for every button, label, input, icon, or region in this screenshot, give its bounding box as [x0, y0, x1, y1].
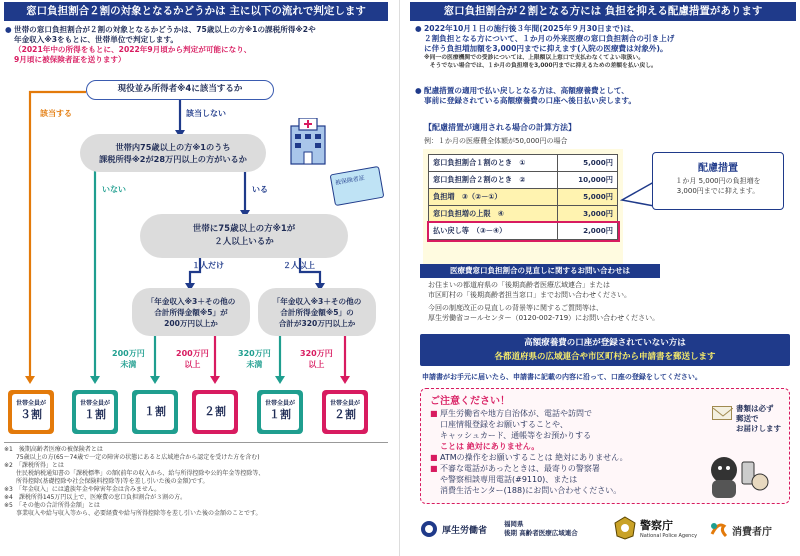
q2-line-2: 課税所得※2が28万円以上の方がいるか [99, 154, 247, 164]
calc-label: 払い戻し等 （③－④） [429, 223, 558, 240]
branch-200-over [176, 348, 209, 370]
branch-320-over [300, 348, 333, 370]
branch-200-under [112, 348, 145, 370]
result-value: １割 [136, 394, 174, 430]
result-label: 世帯全員が [329, 400, 360, 407]
npa-name-en: National Police Agency [640, 533, 698, 539]
branch-200-over-amount: 200万円 [176, 349, 209, 358]
left-bullet-note-2: 9月頃に被保険者証を送ります） [14, 55, 126, 64]
q3-line-1: 世帯に75歳以上の方※1が [192, 224, 296, 234]
q4a-line-3: 200万円以上か [164, 319, 218, 328]
contact-bar: 医療費窓口負担割合の見直しに関するお問い合わせは [420, 264, 660, 278]
caution3-line: 消費生活センター(188)にお問い合わせください。 [440, 486, 622, 495]
calc-label: 負担増 ③（②－①） [429, 189, 558, 206]
contact-line: 市区町村の「後期高齢者担当窓口」までお問い合わせください。 [428, 290, 631, 299]
right-bullet1-small: そうでない場合では、１か月の負担増を3,000円までに抑えるための差額を払い戻し。 [424, 63, 657, 69]
contact-line: 今回の制度改正の見直しの背景等に関するご質問等は、 [428, 304, 603, 312]
branch-200-under-amount: 200万円 [112, 349, 145, 358]
calc-row [429, 172, 618, 189]
result-label: 世帯全員が [79, 400, 110, 407]
caution-item-1 [430, 408, 690, 452]
q4b-line-3: 合計が320万円以上か [278, 319, 356, 328]
question-genekinami: 現役並み所得者※4に該当するか [86, 80, 274, 100]
footnote-line: ※1 後期高齢者医療の被保険者とは [4, 446, 103, 453]
left-header: 窓口負担割合２割の対象となるかどうかは 主に以下の流れで判定します [4, 2, 388, 21]
label-q3-two: ２人以上 [283, 261, 315, 270]
callout-line: １か月 5,000円の負担増を [675, 177, 761, 185]
result-label: 世帯全員が [15, 400, 46, 407]
caution-item-3 [430, 463, 690, 496]
branch-320-over-qualifier: 以上 [308, 360, 325, 369]
arrow-q1-yes [30, 92, 86, 378]
logo-caa [708, 520, 772, 540]
caution1-line: 厚生労働省や地方自治体が、電話や訪問で [440, 409, 592, 418]
caution2-line: ATMの操作をお願いすることは 絶対にありません。 [440, 453, 628, 462]
question-pension-200 [132, 288, 250, 336]
question-pension-320 [258, 288, 376, 336]
contact-line: 厚生労働省コールセンター（0120-002-719）にお問い合わせください。 [428, 313, 660, 322]
caa-logo-icon [708, 520, 728, 540]
result-1-wari-household [72, 390, 118, 434]
calc-value: 3,000円 [558, 206, 618, 223]
right-bullet2-line: 配慮措置の適用で払い戻しとなる方は、高額療養費として、 [424, 86, 629, 95]
left-bullet-line-2: 年金収入※3をもとに、世帯単位で判定します。 [14, 35, 178, 44]
contact-line: お住まいの都道府県の「後期高齢者医療広域連合」または [428, 281, 610, 289]
branch-320-under-amount: 320万円 [238, 349, 271, 358]
caution3-line: 不審な電話があったときは、最寄りの警察署 [440, 464, 600, 473]
right-bullet1-small: ※同一の医療機関での受診については、上限額以上窓口で支払わなくてよい取扱い。 [424, 55, 645, 61]
result-2-wari-household [322, 390, 368, 434]
caution-item-2 [430, 452, 690, 463]
label-q3-one: １人だけ [192, 261, 224, 270]
q4b-line-1: 「年金収入※3＋その他の [272, 297, 362, 306]
left-bullet-line-1: 世帯の窓口負担割合が２割の対象となるかどうかは、75歳以上の方※1の課税所得※2や [14, 25, 316, 34]
square-bullet-icon: ■ [430, 453, 438, 462]
fukuoka-line: 福岡県 [504, 520, 524, 528]
callout-box [652, 152, 784, 210]
footnote-line: ※5 「その他の合計所得金額」とは [4, 502, 100, 509]
right-bullet-1 [415, 24, 794, 70]
label-q1-no: 該当しない [186, 109, 226, 118]
q3-line-2: ２人以上いるか [214, 237, 274, 247]
branch-200-under-qualifier: 未満 [120, 360, 137, 369]
calc-label: 窓口負担増の上限 ④ [429, 206, 558, 223]
account-bar-line: 各都道府県の広域連合や市区町村から申請書を郵送します [494, 352, 716, 362]
npa-name: 警察庁 [640, 519, 673, 532]
result-value: ２割 [334, 408, 356, 421]
mail-note-line: お届けします [736, 424, 781, 433]
q4a-line-2: 合計所得金額※5」が [154, 308, 228, 317]
calc-value: 10,000円 [558, 172, 618, 189]
branch-320-over-amount: 320万円 [300, 349, 333, 358]
q4a-line-1: 「年金収入※3＋その他の [146, 297, 236, 306]
q2-line-1: 世帯内75歳以上の方※1のうち [115, 142, 231, 152]
account-bar [420, 334, 790, 366]
result-1-wari [132, 390, 178, 434]
footnote-line: 所得控除(基礎控除や社会保険料控除等)等を差し引いた後の金額)です。 [4, 478, 209, 485]
insurance-card-label: 被保険者証 [334, 174, 366, 187]
calc-label: 窓口負担割合２割のとき ② [429, 172, 558, 189]
logo-npa [614, 516, 697, 540]
callout-title: 配慮措置 [698, 163, 738, 174]
caution1-line: キャッシュカード、通帳等をお預かりする [440, 431, 592, 440]
label-q1-yes: 該当する [40, 109, 72, 118]
caution3-line: や警察相談専用電話(#9110)、または [440, 475, 578, 484]
footnote-line: ※3 「年金収入」には遺族年金や障害年金は含みません。 [4, 486, 161, 493]
footnote-line: 事業収入や給与収入等から、必要経費や給与所得控除等を差し引いた後の金額のことです。 [4, 510, 262, 517]
right-bullet-2 [415, 86, 794, 106]
caution-title: ご注意ください！ [430, 396, 510, 407]
question-two-or-more [140, 214, 348, 258]
footnotes [4, 442, 388, 552]
right-bullet1-line: 2022年10月１日の施行後３年間(2025年９月30日まで)は、 [424, 24, 639, 33]
branch-200-over-qualifier: 以上 [184, 360, 201, 369]
result-2-wari [192, 390, 238, 434]
bullet-dot: ● [415, 86, 422, 95]
result-1-wari-household-2 [257, 390, 303, 434]
calc-row [429, 206, 618, 223]
caa-name: 消費者庁 [732, 526, 772, 538]
mail-note-line: 郵送で [736, 414, 759, 423]
caution1-line: ことは 絶対にありません。 [440, 442, 540, 451]
branch-320-under [238, 348, 271, 370]
footnote-line: 住民税納税通知書の「課税標準」の額(前年の収入から、給与所得控除や公的年金等控除等、 [4, 470, 265, 477]
calc-value: 2,000円 [558, 223, 618, 240]
caution-list [430, 408, 690, 496]
square-bullet-icon: ■ [430, 409, 438, 418]
calc-value: 5,000円 [558, 189, 618, 206]
result-value: ２割 [196, 394, 234, 430]
right-header: 窓口負担割合が２割となる方には 負担を抑える配慮措置があります [410, 2, 796, 21]
hospital-icon [285, 118, 331, 170]
result-label: 世帯全員が [264, 400, 295, 407]
mail-note-line: 書類は必ず [736, 404, 774, 413]
bullet-dot: ● [415, 24, 422, 33]
left-bullet-note-1: （2021年中の所得をもとに、2022年9月頃から判定が可能になり、 [14, 45, 252, 54]
calc-title: 【配慮措置が適用される場合の計算方法】 [424, 123, 576, 132]
right-bullet1-line: ２割負担となる方について、１か月の外来医療の窓口負担割合の引き上げ [424, 34, 675, 43]
logo-fukuoka [504, 520, 578, 538]
police-badge-icon [614, 516, 636, 540]
right-bullet1-line: に伴う負担増加額を3,000円までに抑えます(入院の医療費は対象外)。 [424, 44, 668, 53]
calc-value: 5,000円 [558, 155, 618, 172]
envelope-icon [712, 406, 732, 420]
result-value: １割 [84, 408, 106, 421]
logo-mhlw [420, 520, 487, 538]
account-note: 申請書がお手元に届いたら、申請書に記載の内容に沿って、口座の登録をしてください。 [422, 373, 702, 381]
callout-line: 3,000円までに抑えます。 [676, 187, 760, 195]
question-taxable-income [80, 134, 266, 172]
fukuoka-line: 後期 高齢者医療広域連合 [504, 529, 578, 537]
result-3-wari [8, 390, 54, 434]
square-bullet-icon: ■ [430, 464, 438, 473]
result-value: ３割 [20, 408, 42, 421]
q4b-line-2: 合計所得金額※5」の [280, 308, 354, 317]
contact-text [428, 281, 788, 323]
calc-row [429, 155, 618, 172]
calc-row [429, 189, 618, 206]
calc-example: 例：１か月の医療費全体額が50,000円の場合 [424, 137, 568, 145]
mhlw-name: 厚生労働省 [442, 525, 488, 536]
caution1-line: 口座情報登録をお願いすることや、 [440, 420, 568, 429]
branch-320-under-qualifier: 未満 [246, 360, 263, 369]
footnote-line: 75歳以上の方(65～74歳で一定の障害の状態にあると広域連合から認定を受けた方を含む) [4, 454, 260, 461]
footnote-line: ※4 課税所得145万円以上で、医療費の窓口負担割合が３割の方。 [4, 494, 187, 501]
calc-table [428, 154, 618, 240]
footnote-line: ※2 「課税所得」とは [4, 462, 64, 469]
panel-divider [399, 0, 400, 556]
label-q2-yes: いる [252, 185, 268, 194]
account-bar-line: 高額療養費の口座が登録されていない方は [524, 338, 686, 348]
right-bullet2-line: 事前に登録されている高額療養費の口座へ後日払い戻します。 [424, 96, 637, 105]
calc-row-refund [429, 223, 618, 240]
result-value: １割 [269, 408, 291, 421]
calc-label: 窓口負担割合１割のとき ① [429, 155, 558, 172]
bullet-dot: ● [5, 25, 12, 34]
label-q2-no: いない [102, 185, 126, 194]
mail-note [736, 404, 781, 434]
scammer-phone-icon [702, 452, 772, 504]
mhlw-logo-icon [420, 520, 438, 538]
